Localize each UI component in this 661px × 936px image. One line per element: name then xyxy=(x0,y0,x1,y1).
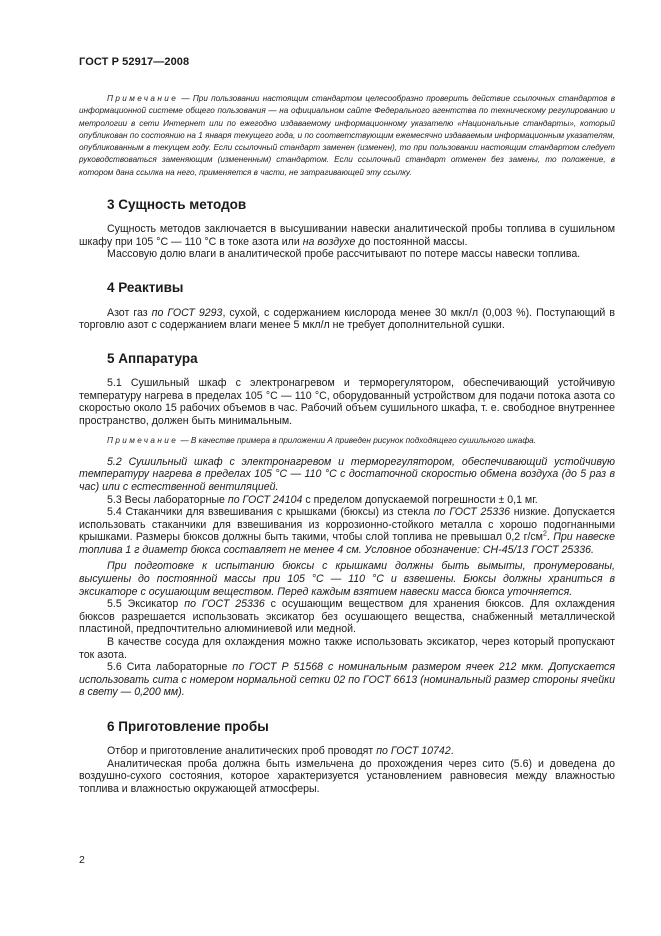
page-content xyxy=(79,93,615,795)
text-run: до постоянной массы. xyxy=(355,235,468,248)
note-text: — В качестве примера в приложении А приведен рисунок подходящего сушильного шкафа. xyxy=(180,436,537,446)
section-3-title: 3 Сущность методов xyxy=(107,197,247,213)
text-run: 5.6 Сита лабораторные xyxy=(107,661,233,674)
text-run: . xyxy=(546,531,554,544)
clause-5-5-cooling: В качестве сосуда для охлаждения можно также использовать эксикатор, через который пропускают ток азота. xyxy=(79,636,615,661)
text-run: с осушающим веществом для хранения бюксов. Для охлаждения бюксов разрешается использовать эксикатор без осушающего вещества, снабженный металлической пластиной, предпочтительно алюминиевой или медной. xyxy=(79,598,615,636)
clause-5-1: 5.1 Сушильный шкаф с электронагревом и терморегулятором, обеспечивающий устойчивую температуру нагрева в пределах 105 °С — 110 °С, оборудованный устройством для подачи потока азота со скоростью около 15 рабочих объемов в час. Рабочий объем сушильного шкафа, т. е. свободное внутреннее пространство, должен быть минимальным. xyxy=(79,377,615,427)
note-prefix: Примечание xyxy=(107,436,179,446)
text-run: 5.5 Эксикатор xyxy=(107,598,185,611)
text-run: с пределом допускаемой погрешности ± 0,1 мг. xyxy=(302,493,538,506)
text-run: . xyxy=(450,745,454,757)
section-4-title: 4 Реактивы xyxy=(107,279,184,295)
section-4-paragraph-1 xyxy=(79,307,615,332)
text-run: 5.4 Стаканчики для взвешивания с крышками (бюксы) из стекла xyxy=(107,506,434,519)
superscript: 2 xyxy=(542,530,547,538)
text-run-italic: При навеске топлива 1 г диаметр бюкса составляет не менее 4 см. Условное обозначение: СН-45/13 ГОСТ 25336. xyxy=(79,531,615,556)
section-5-title: 5 Аппаратура xyxy=(107,351,198,367)
text-run: Сущность методов заключается в высушивании навески аналитической пробы топлива в сушильном шкафу при 105 °С — 110 °С в токе азота или xyxy=(79,223,615,248)
text-run: Отбор и приготовление аналитических проб проводят xyxy=(107,745,377,757)
text-run-italic: на воздухе xyxy=(302,235,356,248)
note-text: — При пользовании настоящим стандартом целесообразно проверить действие ссылочных стандартов в информационной системе общего пользования — на официальном сайте Федерального агентства по техническому регулированию и метрологии в сети Интернет или по ежегодно издаваемому информационному указателю «Национальные стандарты», который опубликован по состоянию на 1 января текущего года, и по соответствующим ежемесячно издаваемым информационным указателям, опубликованным в текущем году. Если ссылочный стандарт заменен (изменен), то при пользовании настоящим стандартом следует руководствоваться заменяющим (измененным) стандартом. Если ссылочный стандарт отменен без замены, то положение, в котором дана ссылка на него, применяется в части, не затрагивающей эту ссылку. xyxy=(79,94,615,177)
clause-5-4 xyxy=(79,506,615,556)
page-header: ГОСТ Р 52917—2008 xyxy=(79,56,190,68)
text-run-italic: по ГОСТ Р 51568 с номинальным размером ячеек 212 мкм. Допускается использовать сита с номером нормальной сетки 02 по ГОСТ 6613 (номинальный размер стороны ячейки в свету — 0,200 мм). xyxy=(79,661,615,699)
text-run-italic: по ГОСТ 9293 xyxy=(151,306,223,319)
clause-5-5 xyxy=(79,598,615,636)
section-6-title: 6 Приготовление пробы xyxy=(107,719,269,734)
section-3-paragraph-1 xyxy=(79,223,615,248)
text-run: 5.3 Весы лабораторные xyxy=(107,493,228,506)
clause-5-4-preparation: При подготовке к испытанию бюксы с крышками должны быть вымыты, пронумерованы, высушены до постоянной массы при 105 °С — 110 °С и взвешены. Бюксы должны храниться в эксикаторе с осушающим веществом. Перед каждым взятием навески масса бюкса уточняется. xyxy=(79,560,615,598)
text-run: низкие. Допускается использовать стаканчики для взвешивания из коррозионно-стойкого металла с хорошо подогнанными крышками. Размеры бюксов должны быть такими, чтобы слой топлива не превышал 0,2 г/см xyxy=(79,506,615,544)
note-prefix: Примечание xyxy=(107,94,179,103)
clause-5-6 xyxy=(79,661,615,699)
text-run-italic: по ГОСТ 10742 xyxy=(376,745,451,757)
text-run-italic: по ГОСТ 25336 xyxy=(433,506,510,519)
note-5-1 xyxy=(79,435,615,447)
text-run: , сухой, с содержанием кислорода менее 30 мкл/л (0,003 %). Поступающий в торговлю азот с содержанием влаги менее 5 мкл/л не требует дополнительной сушки. xyxy=(79,306,615,332)
section-6-paragraph-1 xyxy=(79,745,615,758)
text-run: Азот газ xyxy=(107,306,152,319)
note-references xyxy=(79,93,615,179)
text-run-italic: по ГОСТ 24104 xyxy=(227,493,303,506)
clause-5-3 xyxy=(79,494,615,507)
clause-5-2: 5.2 Сушильный шкаф с электронагревом и терморегулятором, обеспечивающий устойчивую температуру нагрева в пределах 105 °С — 110 °С с достаточной скоростью обмена воздуха (до 5 раз в час) или с естественной вентиляцией. xyxy=(79,455,615,493)
section-3-paragraph-2: Массовую долю влаги в аналитической пробе рассчитывают по потере массы навески топлива. xyxy=(107,248,581,261)
page-number: 2 xyxy=(79,854,85,866)
text-run-italic: по ГОСТ 25336 xyxy=(184,598,265,611)
section-6-paragraph-2: Аналитическая проба должна быть измельчена до прохождения через сито (5.6) и доведена до воздушно-сухого состояния, которое характеризуется установлением равновесия между влажностью топлива и влажностью окружающей атмосферы. xyxy=(79,757,615,795)
